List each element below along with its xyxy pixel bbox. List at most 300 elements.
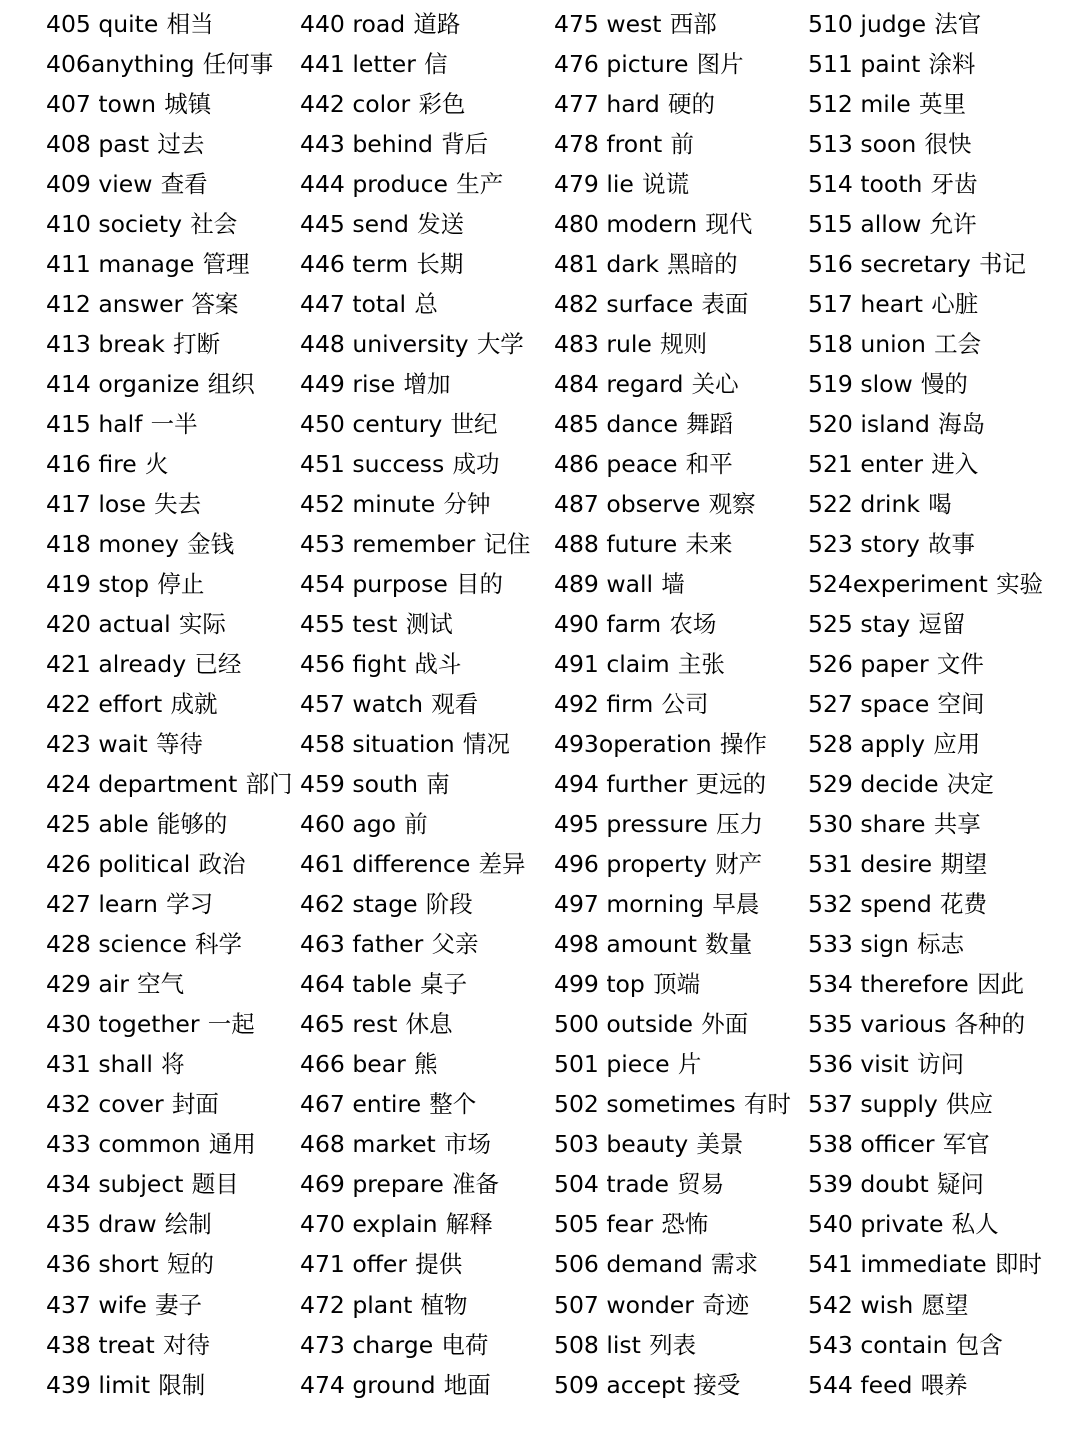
vocabulary-entry [300, 1325, 554, 1365]
chinese-translation: 记住 [483, 530, 531, 559]
vocabulary-entry [300, 724, 554, 764]
english-word: answer [98, 290, 184, 319]
chinese-translation: 操作 [719, 730, 767, 759]
chinese-translation: 英里 [918, 90, 966, 119]
entry-number: 506 [554, 1250, 599, 1279]
entry-number: 527 [808, 690, 853, 719]
english-word: various [860, 1010, 947, 1039]
english-word: top [606, 970, 645, 999]
english-word: money [98, 530, 179, 559]
chinese-translation: 片 [677, 1050, 702, 1079]
english-word: able [98, 810, 149, 839]
entry-number: 427 [46, 890, 91, 919]
vocabulary-entry [300, 284, 554, 324]
vocabulary-entry [46, 924, 300, 964]
chinese-translation: 花费 [940, 890, 987, 919]
english-word: department [98, 770, 238, 799]
chinese-translation: 城镇 [164, 90, 212, 119]
english-word: share [860, 810, 926, 839]
chinese-translation: 财产 [715, 850, 763, 879]
chinese-translation: 现代 [705, 210, 753, 239]
entry-number: 477 [554, 90, 599, 119]
entry-number: 473 [300, 1330, 345, 1359]
chinese-translation: 恐怖 [661, 1210, 709, 1239]
entry-number: 470 [300, 1210, 345, 1239]
chinese-translation: 实验 [996, 570, 1044, 599]
english-word: send [352, 210, 409, 239]
chinese-translation: 整个 [429, 1090, 477, 1119]
vocabulary-entry [808, 164, 1062, 204]
vocabulary-entry [808, 44, 1062, 84]
chinese-translation: 未来 [685, 530, 733, 559]
chinese-translation: 前 [670, 130, 694, 159]
chinese-translation: 法官 [934, 10, 982, 38]
chinese-translation: 美景 [696, 1130, 744, 1159]
vocabulary-entry [808, 1285, 1062, 1325]
vocabulary-entry [554, 484, 808, 524]
english-word: dance [606, 410, 678, 439]
chinese-translation: 慢的 [920, 370, 968, 399]
vocabulary-entry [300, 364, 554, 404]
chinese-translation: 空气 [137, 970, 185, 999]
english-word: ago [352, 810, 397, 839]
chinese-translation: 书记 [978, 250, 1026, 279]
entry-number: 509 [554, 1370, 599, 1399]
vocabulary-entry [554, 1044, 808, 1084]
vocabulary-entry [554, 1285, 808, 1325]
entry-number: 510 [808, 10, 853, 38]
vocabulary-entry [554, 764, 808, 804]
chinese-translation: 限制 [158, 1370, 206, 1399]
entry-number: 458 [300, 730, 345, 759]
vocabulary-entry [554, 1004, 808, 1044]
chinese-translation: 列表 [649, 1330, 697, 1359]
chinese-translation: 和平 [685, 450, 733, 479]
chinese-translation: 妻子 [155, 1290, 203, 1319]
english-word: market [352, 1130, 436, 1159]
chinese-translation: 硬的 [668, 90, 716, 119]
english-word: island [860, 410, 930, 439]
entry-number: 543 [808, 1330, 853, 1359]
entry-number: 430 [46, 1010, 91, 1039]
chinese-translation: 发送 [417, 210, 465, 239]
vocabulary-entry [300, 884, 554, 924]
entry-number: 537 [808, 1090, 853, 1119]
entry-number: 405 [46, 10, 91, 38]
vocabulary-entry [808, 1004, 1062, 1044]
english-word: bear [352, 1050, 406, 1079]
vocabulary-column-1 [46, 4, 300, 1405]
english-word: contain [860, 1330, 948, 1359]
vocabulary-entry [554, 124, 808, 164]
entry-number: 467 [300, 1090, 345, 1119]
vocabulary-entry [808, 1164, 1062, 1204]
vocabulary-entry [300, 84, 554, 124]
chinese-translation: 允许 [929, 210, 977, 239]
vocabulary-entry [808, 204, 1062, 244]
english-word: wife [98, 1290, 147, 1319]
vocabulary-entry [300, 1204, 554, 1244]
vocabulary-entry [554, 284, 808, 324]
chinese-translation: 打断 [173, 330, 221, 359]
chinese-translation: 停止 [157, 570, 205, 599]
english-word: total [352, 290, 407, 319]
english-word: morning [606, 890, 705, 919]
chinese-translation: 空间 [937, 690, 985, 719]
english-word: dark [606, 250, 659, 279]
chinese-translation: 舞蹈 [686, 410, 734, 439]
entry-number: 409 [46, 170, 91, 199]
chinese-translation: 熊 [414, 1050, 438, 1079]
entry-number: 420 [46, 610, 91, 639]
chinese-translation: 公司 [661, 690, 709, 719]
english-word: minute [352, 490, 436, 519]
english-word: peace [606, 450, 678, 479]
vocabulary-entry [46, 564, 300, 604]
english-word: apply [860, 730, 926, 759]
entry-number: 516 [808, 250, 853, 279]
entry-number: 492 [554, 690, 599, 719]
entry-number: 542 [808, 1290, 853, 1319]
vocabulary-entry [808, 4, 1062, 44]
english-word: doubt [860, 1170, 929, 1199]
vocabulary-entry [554, 324, 808, 364]
english-word: fear [606, 1210, 654, 1239]
vocabulary-entry [808, 484, 1062, 524]
english-word: front [606, 130, 663, 159]
vocabulary-entry [46, 484, 300, 524]
entry-number: 411 [46, 250, 91, 279]
english-word: break [98, 330, 165, 359]
chinese-translation: 绘制 [164, 1210, 212, 1239]
entry-number: 536 [808, 1050, 853, 1079]
vocabulary-entry [808, 1244, 1062, 1284]
vocabulary-entry [554, 164, 808, 204]
vocabulary-entry [300, 1004, 554, 1044]
chinese-translation: 父亲 [431, 930, 479, 959]
english-word: watch [352, 690, 423, 719]
vocabulary-entry [300, 1044, 554, 1084]
chinese-translation: 大学 [476, 330, 524, 359]
entry-number: 459 [300, 770, 345, 799]
entry-number: 508 [554, 1330, 599, 1359]
entry-number: 524 [808, 570, 853, 599]
entry-number: 497 [554, 890, 599, 919]
english-word: amount [606, 930, 698, 959]
english-word: purpose [352, 570, 448, 599]
vocabulary-entry [46, 684, 300, 724]
entry-number: 499 [554, 970, 599, 999]
entry-number: 431 [46, 1050, 91, 1079]
entry-number: 415 [46, 410, 91, 439]
chinese-translation: 电荷 [441, 1330, 489, 1359]
english-word: air [98, 970, 129, 999]
chinese-translation: 能够的 [156, 810, 228, 839]
english-word: offer [352, 1250, 408, 1279]
vocabulary-entry [554, 1244, 808, 1284]
chinese-translation: 规则 [660, 330, 708, 359]
english-word: south [352, 770, 418, 799]
entry-number: 423 [46, 730, 91, 759]
vocabulary-entry [554, 724, 808, 764]
chinese-translation: 科学 [195, 930, 242, 959]
entry-number: 421 [46, 650, 91, 679]
chinese-translation: 植物 [420, 1290, 468, 1319]
chinese-translation: 提供 [415, 1250, 463, 1279]
chinese-translation: 需求 [711, 1250, 759, 1279]
entry-number: 505 [554, 1210, 599, 1239]
chinese-translation: 分钟 [443, 490, 491, 519]
entry-number: 491 [554, 650, 599, 679]
chinese-translation: 长期 [416, 250, 464, 279]
english-word: produce [352, 170, 448, 199]
entry-number: 540 [808, 1210, 853, 1239]
english-word: color [352, 90, 411, 119]
chinese-translation: 测试 [405, 610, 453, 639]
chinese-translation: 休息 [405, 1010, 453, 1039]
english-word: lose [98, 490, 146, 519]
entry-number: 479 [554, 170, 599, 199]
chinese-translation: 黑暗的 [667, 250, 738, 279]
vocabulary-entry [46, 1325, 300, 1365]
english-word: paper [860, 650, 929, 679]
english-word: allow [860, 210, 922, 239]
vocabulary-entry [808, 604, 1062, 644]
vocabulary-entry [300, 444, 554, 484]
chinese-translation: 愿望 [921, 1290, 969, 1319]
vocabulary-entry [554, 1164, 808, 1204]
vocabulary-entry [300, 1365, 554, 1405]
vocabulary-entry [300, 404, 554, 444]
english-word: enter [860, 450, 924, 479]
entry-number: 538 [808, 1130, 853, 1159]
entry-number: 525 [808, 610, 853, 639]
chinese-translation: 供应 [945, 1090, 993, 1119]
vocabulary-entry [808, 524, 1062, 564]
entry-number: 436 [46, 1250, 91, 1279]
english-word: beauty [606, 1130, 689, 1159]
vocabulary-entry [554, 1204, 808, 1244]
chinese-translation: 桌子 [420, 970, 468, 999]
chinese-translation: 因此 [977, 970, 1024, 999]
entry-number: 530 [808, 810, 853, 839]
english-word: manage [98, 250, 195, 279]
vocabulary-entry [46, 1084, 300, 1124]
chinese-translation: 故事 [927, 530, 975, 559]
entry-number: 443 [300, 130, 345, 159]
vocabulary-entry [808, 1365, 1062, 1405]
vocabulary-column-4 [808, 4, 1062, 1405]
chinese-translation: 信 [424, 50, 448, 79]
vocabulary-entry [808, 924, 1062, 964]
english-word: officer [860, 1130, 935, 1159]
vocabulary-entry [808, 684, 1062, 724]
english-word: further [606, 770, 688, 799]
vocabulary-entry [300, 4, 554, 44]
vocabulary-entry [554, 244, 808, 284]
vocabulary-entry [300, 44, 554, 84]
english-word: stay [860, 610, 911, 639]
entry-number: 455 [300, 610, 345, 639]
entry-number: 445 [300, 210, 345, 239]
chinese-translation: 喝 [928, 490, 952, 519]
chinese-translation: 进入 [931, 450, 979, 479]
vocabulary-column-3 [554, 4, 808, 1405]
entry-number: 484 [554, 370, 599, 399]
english-word: tooth [860, 170, 923, 199]
vocabulary-entry [46, 404, 300, 444]
entry-number: 468 [300, 1130, 345, 1159]
vocabulary-entry [554, 564, 808, 604]
entry-number: 523 [808, 530, 853, 559]
english-word: sometimes [606, 1090, 736, 1119]
english-word: union [860, 330, 926, 359]
entry-number: 533 [808, 930, 853, 959]
vocabulary-entry [554, 964, 808, 1004]
vocabulary-entry [554, 924, 808, 964]
vocabulary-entry [46, 204, 300, 244]
english-word: outside [606, 1010, 693, 1039]
vocabulary-entry [300, 524, 554, 564]
vocabulary-entry [46, 1285, 300, 1325]
english-word: cover [98, 1090, 164, 1119]
chinese-translation: 西部 [669, 10, 717, 38]
chinese-translation: 已经 [194, 650, 242, 679]
vocabulary-entry [46, 804, 300, 844]
english-word: wish [860, 1290, 914, 1319]
chinese-translation: 军官 [942, 1130, 990, 1159]
chinese-translation: 查看 [160, 170, 208, 199]
entry-number: 475 [554, 10, 599, 38]
vocabulary-entry [46, 844, 300, 884]
entry-number: 447 [300, 290, 345, 319]
entry-number: 425 [46, 810, 91, 839]
english-word: father [352, 930, 424, 959]
entry-number: 439 [46, 1370, 91, 1399]
entry-number: 449 [300, 370, 345, 399]
english-word: century [352, 410, 443, 439]
chinese-translation: 期望 [940, 850, 988, 879]
english-word: therefore [860, 970, 969, 999]
chinese-translation: 情况 [462, 730, 510, 759]
entry-number: 426 [46, 850, 91, 879]
entry-number: 483 [554, 330, 599, 359]
entry-number: 534 [808, 970, 853, 999]
english-word: effort [98, 690, 163, 719]
english-word: farm [606, 610, 662, 639]
english-word: firm [606, 690, 654, 719]
vocabulary-entry [554, 644, 808, 684]
english-word: short [98, 1250, 159, 1279]
english-word: hard [606, 90, 660, 119]
entry-number: 515 [808, 210, 853, 239]
entry-number: 438 [46, 1330, 91, 1359]
entry-number: 437 [46, 1290, 91, 1319]
vocabulary-entry [300, 164, 554, 204]
entry-number: 461 [300, 850, 345, 879]
english-word: organize [98, 370, 200, 399]
vocabulary-entry [300, 684, 554, 724]
vocabulary-entry [808, 644, 1062, 684]
vocabulary-entry [808, 324, 1062, 364]
chinese-translation: 准备 [452, 1170, 500, 1199]
english-word: limit [98, 1370, 151, 1399]
vocabulary-entry [808, 884, 1062, 924]
vocabulary-entry [554, 844, 808, 884]
entry-number: 451 [300, 450, 345, 479]
chinese-translation: 喂养 [920, 1370, 968, 1399]
entry-number: 522 [808, 490, 853, 519]
chinese-translation: 包含 [955, 1330, 1003, 1359]
vocabulary-entry [46, 604, 300, 644]
chinese-translation: 背后 [441, 130, 489, 159]
entry-number: 456 [300, 650, 345, 679]
vocabulary-entry [554, 1124, 808, 1164]
chinese-translation: 决定 [946, 770, 994, 799]
entry-number: 529 [808, 770, 853, 799]
chinese-translation: 社会 [190, 210, 238, 239]
english-word: heart [860, 290, 923, 319]
chinese-translation: 题目 [191, 1170, 239, 1199]
entry-number: 441 [300, 50, 345, 79]
english-word: wait [98, 730, 148, 759]
entry-number: 478 [554, 130, 599, 159]
chinese-translation: 失去 [154, 490, 202, 519]
english-word: political [98, 850, 191, 879]
chinese-translation: 顶端 [653, 970, 701, 999]
entry-number: 504 [554, 1170, 599, 1199]
english-word: shall [98, 1050, 153, 1079]
chinese-translation: 图片 [696, 50, 744, 79]
entry-number: 519 [808, 370, 853, 399]
entry-number: 503 [554, 1130, 599, 1159]
vocabulary-entry [554, 604, 808, 644]
english-word: slow [860, 370, 913, 399]
entry-number: 486 [554, 450, 599, 479]
chinese-translation: 火 [144, 450, 169, 479]
english-word: supply [860, 1090, 938, 1119]
vocabulary-entry [554, 444, 808, 484]
english-word: prepare [352, 1170, 444, 1199]
vocabulary-entry [300, 564, 554, 604]
vocabulary-entry [554, 1325, 808, 1365]
entry-number: 448 [300, 330, 345, 359]
english-word: spend [860, 890, 932, 919]
entry-number: 528 [808, 730, 853, 759]
english-word: mile [860, 90, 911, 119]
vocabulary-entry [46, 124, 300, 164]
english-word: observe [606, 490, 701, 519]
english-word: modern [606, 210, 698, 239]
entry-number: 521 [808, 450, 853, 479]
english-word: common [98, 1130, 201, 1159]
english-word: paint [860, 50, 921, 79]
english-word: society [98, 210, 182, 239]
entry-number: 410 [46, 210, 91, 239]
chinese-translation: 农场 [669, 610, 717, 639]
entry-number: 454 [300, 570, 345, 599]
vocabulary-entry [808, 244, 1062, 284]
english-word: entire [352, 1090, 422, 1119]
vocabulary-entry [808, 804, 1062, 844]
entry-number: 418 [46, 530, 91, 559]
chinese-translation: 实际 [178, 610, 226, 639]
chinese-translation: 疑问 [936, 1170, 984, 1199]
english-word: space [860, 690, 930, 719]
english-word: success [352, 450, 445, 479]
vocabulary-entry [554, 44, 808, 84]
english-word: wall [606, 570, 654, 599]
